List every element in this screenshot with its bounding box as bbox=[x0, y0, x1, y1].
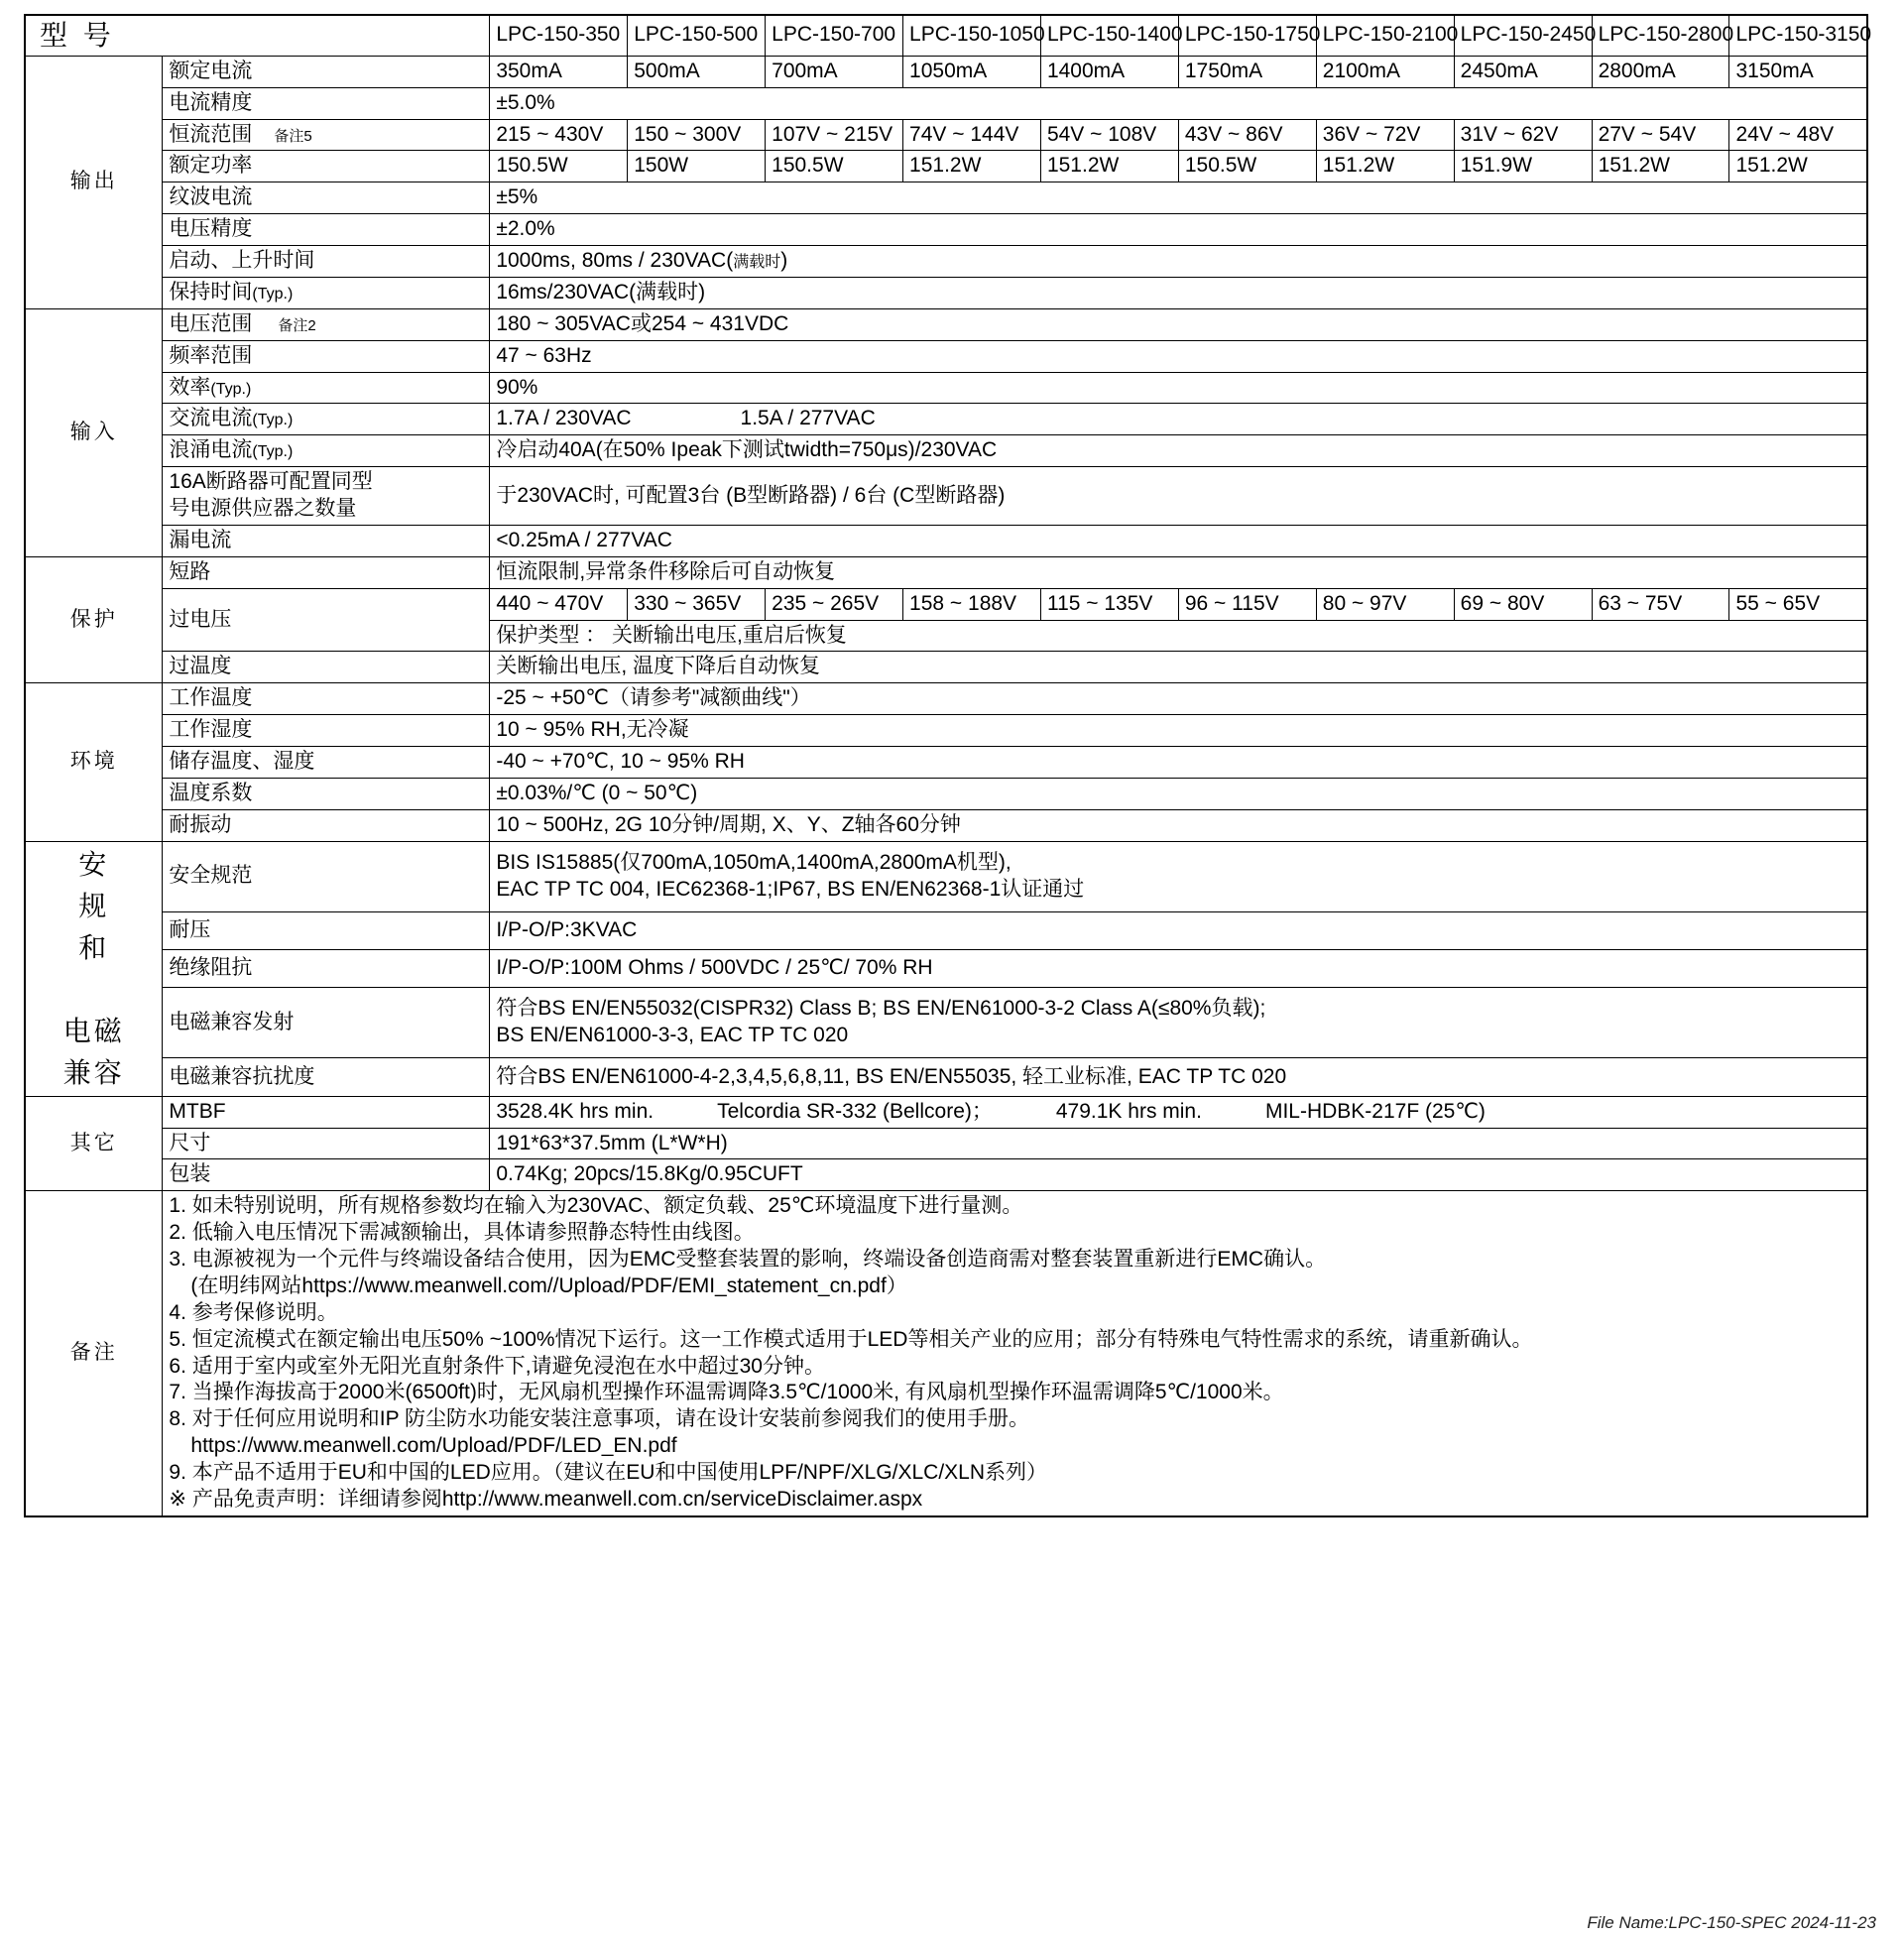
table-row bbox=[25, 340, 1867, 372]
cell-working-humidity: 10 ~ 95% RH,无冷凝 bbox=[490, 715, 1867, 747]
cell-rated-current: 1400mA bbox=[1040, 56, 1178, 87]
table-row bbox=[25, 949, 1867, 987]
row-label-working-temperature: 工作温度 bbox=[163, 683, 490, 715]
notes-block bbox=[163, 1191, 1867, 1516]
table-row bbox=[25, 809, 1867, 841]
note-8: 8. 对于任何应用说明和IP 防尘防水功能安装注意事项，请在设计安装前参阅我们的使用手册。 bbox=[169, 1407, 1030, 1431]
inrush-current-text: 浪涌电流 bbox=[169, 438, 253, 462]
cell-ovp: 63 ~ 75V bbox=[1592, 588, 1729, 620]
row-label-rated-current: 额定电流 bbox=[163, 56, 490, 87]
note-7: 7. 当操作海拔高于2000米(6500ft)时，无风扇机型操作环温需调降3.5℃/1000米, 有风扇机型操作环温需调降5℃/1000米。 bbox=[169, 1381, 1284, 1404]
cell-storage: -40 ~ +70℃, 10 ~ 95% RH bbox=[490, 747, 1867, 779]
row-label-ripple: 纹波电流 bbox=[163, 182, 490, 214]
cell-ovp: 80 ~ 97V bbox=[1316, 588, 1454, 620]
safety-label-line5: 磁 bbox=[93, 1015, 125, 1046]
breaker-label-line2: 号电源供应器之数量 bbox=[169, 497, 357, 521]
table-row bbox=[25, 988, 1867, 1058]
model-name: LPC-150-1750 bbox=[1178, 15, 1316, 56]
section-others: 其它 bbox=[25, 1096, 163, 1191]
row-label-packing: 包装 bbox=[163, 1159, 490, 1191]
table-row bbox=[25, 56, 1867, 87]
row-label-withstand-voltage: 耐压 bbox=[163, 911, 490, 949]
table-row bbox=[25, 556, 1867, 588]
row-label-over-voltage: 过电压 bbox=[163, 588, 490, 652]
note-1: 1. 如未特别说明，所有规格参数均在输入为230VAC、额定负载、25℃环境温度下进行量测。 bbox=[169, 1194, 1023, 1218]
row-label-current-accuracy: 电流精度 bbox=[163, 87, 490, 119]
inrush-current-typ: (Typ.) bbox=[252, 443, 294, 461]
table-row bbox=[25, 911, 1867, 949]
table-row bbox=[25, 308, 1867, 340]
cell-isolation: I/P-O/P:100M Ohms / 500VDC / 25℃/ 70% RH bbox=[490, 949, 1867, 987]
section-notes: 备注 bbox=[25, 1191, 163, 1516]
table-row bbox=[25, 1128, 1867, 1159]
cell-ac-current bbox=[490, 404, 1867, 435]
table-row bbox=[25, 588, 1867, 620]
table-row bbox=[25, 683, 1867, 715]
cell-setup-rise-time bbox=[490, 246, 1867, 278]
row-label-mtbf: MTBF bbox=[163, 1096, 490, 1128]
cell-emc-immunity: 符合BS EN/EN61000-4-2,3,4,5,6,8,11, BS EN/EN55035, 轻工业标准, EAC TP TC 020 bbox=[490, 1058, 1867, 1096]
row-label-over-temperature: 过温度 bbox=[163, 652, 490, 683]
row-label-ac-current bbox=[163, 404, 490, 435]
mtbf-source-b: MIL-HDBK-217F (25℃) bbox=[1264, 1099, 1486, 1123]
note-3b: (在明纬网站https://www.meanwell.com//Upload/PDF/EMI_statement_cn.pdf） bbox=[190, 1273, 907, 1297]
cell-rated-power: 151.2W bbox=[1729, 151, 1867, 182]
cell-rated-power: 151.2W bbox=[1040, 151, 1178, 182]
model-name: LPC-150-700 bbox=[766, 15, 903, 56]
cell-leakage-current: <0.25mA / 277VAC bbox=[490, 525, 1867, 556]
cell-rated-current: 2800mA bbox=[1592, 56, 1729, 87]
row-label-efficiency bbox=[163, 372, 490, 404]
cell-rated-power: 150.5W bbox=[766, 151, 903, 182]
table-row bbox=[25, 1096, 1867, 1128]
ac-current-277: 1.5A / 277VAC bbox=[740, 407, 876, 430]
cell-ovp: 440 ~ 470V bbox=[490, 588, 628, 620]
cell-packing: 0.74Kg; 20pcs/15.8Kg/0.95CUFT bbox=[490, 1159, 1867, 1191]
row-label-setup-rise-time: 启动、上升时间 bbox=[163, 246, 490, 278]
table-row bbox=[25, 151, 1867, 182]
cell-ovp: 96 ~ 115V bbox=[1178, 588, 1316, 620]
table-row bbox=[25, 246, 1867, 278]
row-label-emc-emission: 电磁兼容发射 bbox=[163, 988, 490, 1058]
cell-ripple: ±5% bbox=[490, 182, 1867, 214]
cell-cc-range: 215 ~ 430V bbox=[490, 119, 628, 151]
row-label-isolation: 绝缘阻抗 bbox=[163, 949, 490, 987]
setup-rise-end: ) bbox=[780, 249, 788, 273]
cell-ovp-type: 保护类型 ： 关断输出电压,重启后恢复 bbox=[490, 620, 1867, 652]
safety-label-line1: 安 bbox=[78, 848, 110, 880]
efficiency-text: 效率 bbox=[169, 375, 211, 399]
cell-ovp: 55 ~ 65V bbox=[1729, 588, 1867, 620]
cell-rated-current: 700mA bbox=[766, 56, 903, 87]
row-label-breaker bbox=[163, 467, 490, 526]
cell-cc-range: 107V ~ 215V bbox=[766, 119, 903, 151]
section-environment: 环境 bbox=[25, 683, 163, 841]
table-row bbox=[25, 182, 1867, 214]
safety-label-line4: 电 bbox=[62, 1015, 94, 1046]
cell-voltage-range: 180 ~ 305VAC或254 ~ 431VDC bbox=[490, 308, 1867, 340]
cell-rated-current: 1750mA bbox=[1178, 56, 1316, 87]
safety-label-line3: 和 bbox=[78, 931, 110, 963]
cell-cc-range: 150 ~ 300V bbox=[628, 119, 766, 151]
cell-vibration: 10 ~ 500Hz, 2G 10分钟/周期, X、Y、Z轴各60分钟 bbox=[490, 809, 1867, 841]
emc-emission-line2: BS EN/EN61000-3-3, EAC TP TC 020 bbox=[496, 1024, 849, 1047]
hold-time-typ: (Typ.) bbox=[252, 285, 294, 303]
cell-frequency-range: 47 ~ 63Hz bbox=[490, 340, 1867, 372]
file-name-footer: File Name:LPC-150-SPEC 2024-11-23 bbox=[1587, 1913, 1876, 1932]
model-name: LPC-150-2100 bbox=[1316, 15, 1454, 56]
cc-range-note: 备注5 bbox=[274, 127, 312, 145]
breaker-label-line1: 16A断路器可配置同型 bbox=[169, 470, 373, 494]
table-row bbox=[25, 214, 1867, 246]
ac-current-text: 交流电流 bbox=[169, 407, 253, 430]
cell-inrush-current: 冷启动40A(在50% Ipeak下测试twidth=750μs)/230VAC bbox=[490, 435, 1867, 467]
cell-rated-power: 150.5W bbox=[1178, 151, 1316, 182]
cc-range-text: 恒流范围 bbox=[169, 122, 253, 146]
cell-current-accuracy: ±5.0% bbox=[490, 87, 1867, 119]
table-row-notes bbox=[25, 1191, 1867, 1516]
cell-ovp: 235 ~ 265V bbox=[766, 588, 903, 620]
cell-rated-current: 2100mA bbox=[1316, 56, 1454, 87]
cell-rated-current: 1050mA bbox=[903, 56, 1041, 87]
efficiency-typ: (Typ.) bbox=[210, 380, 252, 398]
cell-rated-power: 150W bbox=[628, 151, 766, 182]
safety-standards-line1: BIS IS15885(仅700mA,1050mA,1400mA,2800mA机型), bbox=[496, 850, 1012, 874]
row-label-voltage-range bbox=[163, 308, 490, 340]
cell-dimension: 191*63*37.5mm (L*W*H) bbox=[490, 1128, 1867, 1159]
specification-table bbox=[24, 14, 1872, 1517]
cell-rated-power: 151.2W bbox=[1592, 151, 1729, 182]
safety-label-line7: 容 bbox=[93, 1056, 125, 1088]
row-label-cc-range bbox=[163, 119, 490, 151]
cell-cc-range: 24V ~ 48V bbox=[1729, 119, 1867, 151]
cell-rated-current: 3150mA bbox=[1729, 56, 1867, 87]
cell-temp-coefficient: ±0.03%/℃ (0 ~ 50℃) bbox=[490, 778, 1867, 809]
cell-ovp: 330 ~ 365V bbox=[628, 588, 766, 620]
table-header-row bbox=[25, 15, 1867, 56]
row-label-storage: 储存温度、湿度 bbox=[163, 747, 490, 779]
table-row bbox=[25, 1058, 1867, 1096]
table-row bbox=[25, 778, 1867, 809]
note-2: 2. 低输入电压情况下需减额输出，具体请参照静态特性由线图。 bbox=[169, 1221, 755, 1245]
model-name: LPC-150-1050 bbox=[903, 15, 1041, 56]
row-label-short-circuit: 短路 bbox=[163, 556, 490, 588]
cell-rated-current: 350mA bbox=[490, 56, 628, 87]
safety-label-line2: 规 bbox=[78, 890, 110, 921]
cell-rated-power: 151.9W bbox=[1454, 151, 1592, 182]
table-row bbox=[25, 404, 1867, 435]
note-6: 6. 适用于室内或室外无阳光直射条件下,请避免浸泡在水中超过30分钟。 bbox=[169, 1354, 825, 1378]
model-label: 型 号 bbox=[25, 15, 490, 56]
ac-current-230: 1.7A / 230VAC bbox=[496, 407, 632, 430]
note-3: 3. 电源被视为一个元件与终端设备结合使用，因为EMC受整套装置的影响，终端设备创造商需对整套装置重新进行EMC确认。 bbox=[169, 1248, 1327, 1272]
cell-rated-power: 150.5W bbox=[490, 151, 628, 182]
cell-emc-emission bbox=[490, 988, 1867, 1058]
cell-hold-time: 16ms/230VAC(满载时) bbox=[490, 277, 1867, 308]
model-name: LPC-150-500 bbox=[628, 15, 766, 56]
cell-ovp: 115 ~ 135V bbox=[1040, 588, 1178, 620]
model-name: LPC-150-1400 bbox=[1040, 15, 1178, 56]
row-label-voltage-accuracy: 电压精度 bbox=[163, 214, 490, 246]
safety-label-line6: 兼 bbox=[62, 1056, 94, 1088]
cell-cc-range: 54V ~ 108V bbox=[1040, 119, 1178, 151]
note-4: 4. 参考保修说明。 bbox=[169, 1300, 338, 1324]
note-disclaimer: ※ 产品免责声明：详细请参阅http://www.meanwell.com.cn/serviceDisclaimer.aspx bbox=[169, 1487, 923, 1511]
cell-cc-range: 43V ~ 86V bbox=[1178, 119, 1316, 151]
cell-cc-range: 27V ~ 54V bbox=[1592, 119, 1729, 151]
cell-ovp: 69 ~ 80V bbox=[1454, 588, 1592, 620]
mtbf-value-a: 3528.4K hrs min. bbox=[496, 1099, 654, 1123]
cell-rated-power: 151.2W bbox=[903, 151, 1041, 182]
table-row bbox=[25, 435, 1867, 467]
model-name: LPC-150-2800 bbox=[1592, 15, 1729, 56]
row-label-rated-power: 额定功率 bbox=[163, 151, 490, 182]
model-name: LPC-150-3150 bbox=[1729, 15, 1867, 56]
cell-otp: 关断输出电压, 温度下降后自动恢复 bbox=[490, 652, 1867, 683]
row-label-frequency-range: 频率范围 bbox=[163, 340, 490, 372]
model-name: LPC-150-2450 bbox=[1454, 15, 1592, 56]
cell-cc-range: 74V ~ 144V bbox=[903, 119, 1041, 151]
table-row bbox=[25, 1159, 1867, 1191]
table-row bbox=[25, 467, 1867, 526]
row-label-emc-immunity: 电磁兼容抗扰度 bbox=[163, 1058, 490, 1096]
row-label-temp-coefficient: 温度系数 bbox=[163, 778, 490, 809]
voltage-range-text: 电压范围 bbox=[169, 311, 253, 335]
cell-ovp: 158 ~ 188V bbox=[903, 588, 1041, 620]
hold-time-text: 保持时间 bbox=[169, 280, 253, 303]
table-row bbox=[25, 841, 1867, 911]
model-name: LPC-150-350 bbox=[490, 15, 628, 56]
cell-mtbf bbox=[490, 1096, 1867, 1128]
table-row bbox=[25, 525, 1867, 556]
cell-cc-range: 36V ~ 72V bbox=[1316, 119, 1454, 151]
cell-withstand-voltage: I/P-O/P:3KVAC bbox=[490, 911, 1867, 949]
row-label-hold-time bbox=[163, 277, 490, 308]
cell-safety-standards bbox=[490, 841, 1867, 911]
cell-efficiency: 90% bbox=[490, 372, 1867, 404]
table-row bbox=[25, 277, 1867, 308]
mtbf-source-a: Telcordia SR-332 (Bellcore)； bbox=[717, 1099, 993, 1123]
table-row bbox=[25, 747, 1867, 779]
row-label-inrush-current bbox=[163, 435, 490, 467]
cell-voltage-accuracy: ±2.0% bbox=[490, 214, 1867, 246]
section-safety-emc bbox=[25, 841, 163, 1096]
section-input: 输入 bbox=[25, 308, 163, 556]
note-5: 5. 恒定流模式在额定输出电压50% ~100%情况下运行。这一工作模式适用于LED等相关产业的应用；部分有特殊电气特性需求的系统，请重新确认。 bbox=[169, 1327, 1533, 1351]
row-label-safety-standards: 安全规范 bbox=[163, 841, 490, 911]
setup-rise-sub: 满载时 bbox=[733, 254, 781, 272]
setup-rise-main: 1000ms, 80ms / 230VAC( bbox=[496, 249, 734, 273]
safety-standards-line2: EAC TP TC 004, IEC62368-1;IP67, BS EN/EN62368-1认证通过 bbox=[496, 877, 1085, 901]
cell-working-temperature: -25 ~ +50℃（请参考"减额曲线"） bbox=[490, 683, 1867, 715]
row-label-dimension: 尺寸 bbox=[163, 1128, 490, 1159]
cell-cc-range: 31V ~ 62V bbox=[1454, 119, 1592, 151]
table-row bbox=[25, 652, 1867, 683]
cell-short-circuit: 恒流限制,异常条件移除后可自动恢复 bbox=[490, 556, 1867, 588]
table-row bbox=[25, 715, 1867, 747]
table-row bbox=[25, 372, 1867, 404]
table-row bbox=[25, 87, 1867, 119]
ac-current-typ: (Typ.) bbox=[252, 412, 294, 429]
note-9: 9. 本产品不适用于EU和中国的LED应用。（建议在EU和中国使用LPF/NPF/XLG/XLC/XLN系列） bbox=[169, 1461, 1048, 1485]
row-label-working-humidity: 工作湿度 bbox=[163, 715, 490, 747]
emc-emission-line1: 符合BS EN/EN55032(CISPR32) Class B; BS EN/EN61000-3-2 Class A(≤80%负载); bbox=[496, 997, 1266, 1021]
mtbf-value-b: 479.1K hrs min. bbox=[1055, 1099, 1202, 1123]
section-protection: 保护 bbox=[25, 556, 163, 683]
cell-breaker: 于230VAC时, 可配置3台 (B型断路器) / 6台 (C型断路器) bbox=[490, 467, 1867, 526]
cell-rated-current: 500mA bbox=[628, 56, 766, 87]
cell-rated-power: 151.2W bbox=[1316, 151, 1454, 182]
row-label-vibration: 耐振动 bbox=[163, 809, 490, 841]
section-output: 输出 bbox=[25, 56, 163, 308]
cell-rated-current: 2450mA bbox=[1454, 56, 1592, 87]
table-row bbox=[25, 119, 1867, 151]
voltage-range-note: 备注2 bbox=[278, 316, 316, 334]
note-8b: https://www.meanwell.com/Upload/PDF/LED_EN.pdf bbox=[190, 1434, 677, 1458]
row-label-leakage-current: 漏电流 bbox=[163, 525, 490, 556]
